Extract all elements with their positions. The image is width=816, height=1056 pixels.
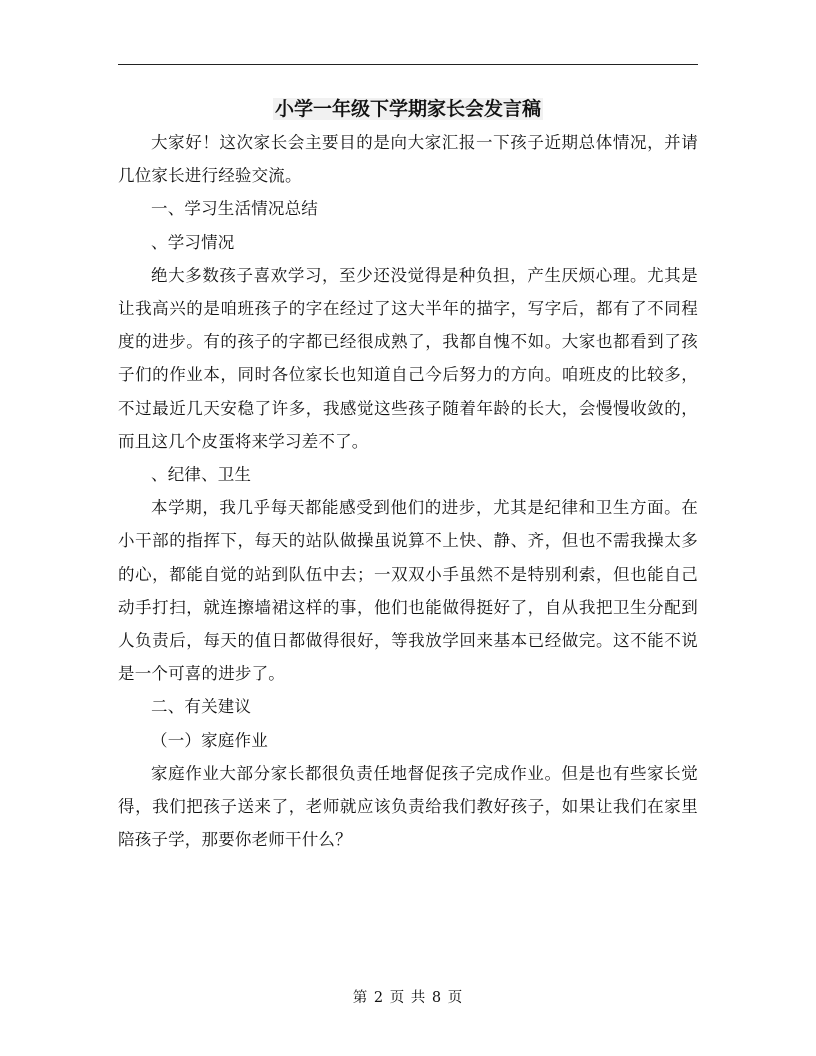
document-title: 小学一年级下学期家长会发言稿 <box>274 98 541 120</box>
subheading-study: 、学习情况 <box>151 232 235 252</box>
subheading-homework: （一）家庭作业 <box>151 730 268 750</box>
section-heading-suggestions: 二、有关建议 <box>151 697 252 717</box>
document-body <box>118 92 698 856</box>
header-rule <box>118 64 698 65</box>
paragraph-homework: 家庭作业大部分家长都很负责任地督促孩子完成作业。但是也有些家长觉得，我们把孩子送来了，老师就应该负责给我们教好孩子，如果让我们在家里陪孩子学，那要你老师干什么？ <box>118 763 698 850</box>
subheading-discipline: 、纪律、卫生 <box>151 465 252 485</box>
page-number: 第 2 页 共 8 页 <box>352 990 464 1006</box>
paragraph-study: 绝大多数孩子喜欢学习，至少还没觉得是种负担，产生厌烦心理。尤其是让我高兴的是咱班孩子的字在经过了这大半年的描字，写字后，都有了不同程度的进步。有的孩子的字都已经很成熟了，我都自愧不如。大家也都看到了孩子们的作业本，同时各位家长也知道自己今后努力的方向。咱班皮的比较多，不过最近几天安稳了许多，我感觉这些孩子随着年龄的长大，会慢慢收敛的，而且这几个皮蛋将来学习差不了。 <box>118 265 698 451</box>
section-heading-summary: 一、学习生活情况总结 <box>151 199 318 219</box>
paragraph-greeting: 大家好！这次家长会主要目的是向大家汇报一下孩子近期总体情况，并请几位家长进行经验交流。 <box>118 133 698 186</box>
paragraph-discipline: 本学期，我几乎每天都能感受到他们的进步，尤其是纪律和卫生方面。在小干部的指挥下，每天的站队做操虽说算不上快、静、齐，但也不需我操太多的心，都能自觉的站到队伍中去；一双双小手虽然不是特别利索，但也能自己动手打扫，就连擦墙裙这样的事，他们也能做得挺好了，自从我把卫生分配到人负责后，每天的值日都做得很好，等我放学回来基本已经做完。这不能不说是一个可喜的进步了。 <box>118 498 698 684</box>
